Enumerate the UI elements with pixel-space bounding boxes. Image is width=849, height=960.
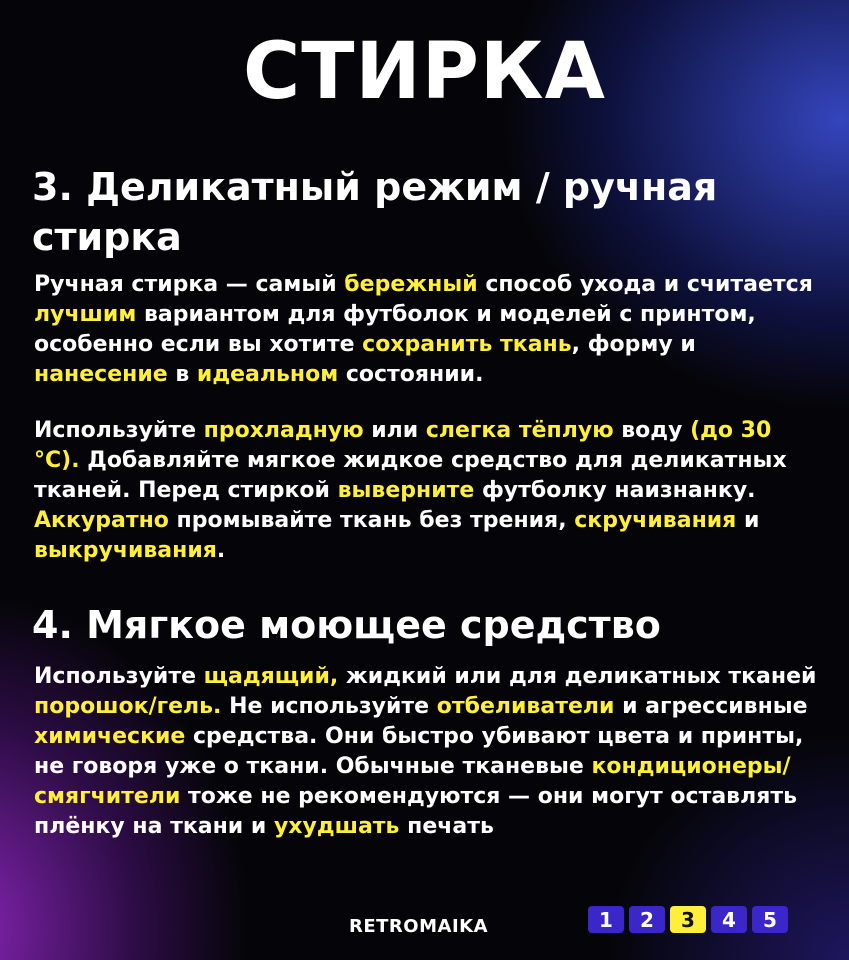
highlighted-text: Аккуратно [34,508,169,533]
page-number-5: 5 [752,906,788,933]
body-text: воду [613,418,691,443]
highlighted-text: кондиционеры/смягчители [34,754,791,809]
page-indicator [588,906,788,933]
body-text: футболку наизнанку. [474,478,756,503]
body-text: вариантом для футболок и моделей с принтом, особенно если вы хотите [34,302,756,357]
body-text: и агрессивные [614,694,808,719]
body-text: Ручная стирка — самый [34,272,345,297]
body-text: и [736,508,760,533]
page-number-1: 1 [588,906,624,933]
brand-logo: RETROMAIKA [349,916,489,937]
page-title: СТИРКА [242,27,607,117]
highlighted-text: идеальном [196,362,339,387]
body-text: в [167,362,197,387]
highlighted-text: прохладную [203,418,364,443]
highlighted-text: отбеливатели [436,694,615,719]
body-text: или [363,418,426,443]
body-text: Добавляйте мягкое жидкое средство для деликатных тканей. Перед стиркой [34,448,787,503]
page-number-4: 4 [711,906,747,933]
highlighted-text: ухудшать [273,814,400,839]
body-text: Используйте [34,664,204,689]
page-number-2: 2 [629,906,665,933]
body-text: печать [399,814,494,839]
section-3-heading: 3. Деликатный режим / ручная стирка [32,165,718,259]
body-text: . [216,538,226,563]
body-text: средства. Они быстро убивают цвета и принты, не говоря уже о ткани. Обычные тканевые [34,724,804,779]
highlighted-text: нанесение [34,362,168,387]
body-text: Используйте [34,418,204,443]
highlighted-text: скручивания [574,508,737,533]
section-4-paragraph [34,662,824,842]
highlighted-text: выверните [337,478,475,503]
highlighted-text: лучшим [34,302,137,327]
body-text: тоже не рекомендуются — они могут оставлять плёнку на ткани и [34,784,798,839]
body-text: , форму и [571,332,696,357]
page-number-3: 3 [670,906,706,933]
highlighted-text: слегка тёплую [425,418,614,443]
section-3-paragraph-1 [34,270,824,390]
body-text: жидкий или для деликатных тканей [338,664,817,689]
body-text: промывайте ткань без трения, [168,508,575,533]
highlighted-text: (до 30 °С). [34,418,772,473]
body-text: способ ухода и считается [477,272,813,297]
body-text: Не используйте [221,694,437,719]
body-text: состоянии. [338,362,484,387]
section-3-paragraph-2 [34,416,824,566]
section-4-heading: 4. Мягкое моющее средство [32,603,661,647]
highlighted-text: порошок/гель. [34,694,222,719]
highlighted-text: щадящий, [203,664,339,689]
highlighted-text: выкручивания [34,538,217,563]
highlighted-text: химические [34,724,186,749]
highlighted-text: сохранить ткань [362,332,572,357]
highlighted-text: бережный [344,272,478,297]
